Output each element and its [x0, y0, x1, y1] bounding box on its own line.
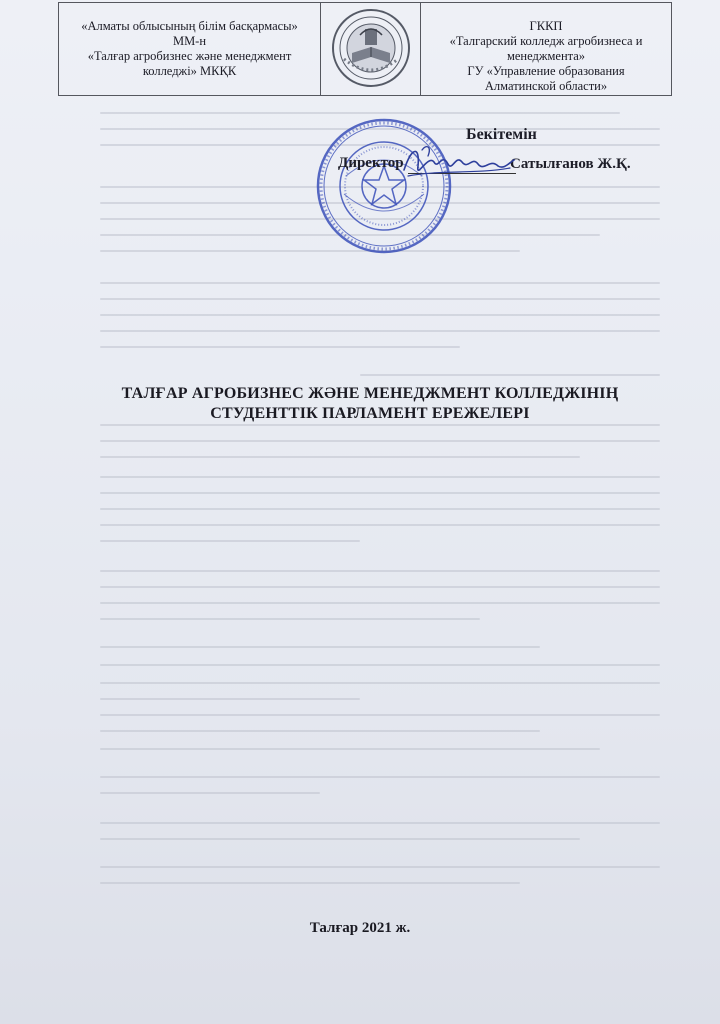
place-and-year: Талғар 2021 ж. [309, 920, 411, 936]
director-label: Директор [338, 155, 404, 171]
header-right-text: ГККП «Талгарский колледж агробизнеса и менеджмента» ГУ «Управление образования Алматинской области» [449, 19, 643, 93]
document-title-line-2: СТУДЕНТТІК ПАРЛАМЕНТ ЕРЕЖЕЛЕРІ [210, 405, 530, 422]
document-title [80, 384, 660, 424]
approve-label: Бекітемін [466, 126, 537, 143]
document-title-line-1: ТАЛҒАР АГРОБИЗНЕС ЖӘНЕ МЕНЕДЖМЕНТ КОЛЛЕДЖІНІҢ [121, 385, 619, 402]
header-right-cell [421, 3, 671, 95]
round-seal-stamp-icon [314, 116, 454, 256]
director-name: Сатылғанов Ж.Қ. [510, 156, 631, 172]
college-crest-icon [330, 7, 412, 89]
header-left-text: «Алматы облысының білім басқармасы» ММ-н «Талғар агробизнес және менеджмент колледжі» МКҚК [81, 19, 298, 78]
handwritten-signature-icon [398, 140, 516, 184]
header-table [58, 2, 672, 96]
header-crest-cell [321, 3, 421, 95]
header-left-cell [59, 3, 321, 95]
